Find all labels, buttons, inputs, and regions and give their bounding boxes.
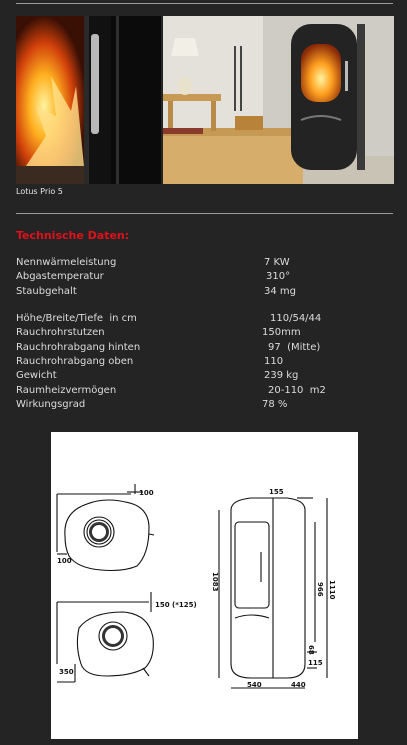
spec-row bbox=[16, 312, 386, 326]
spec-label: Gewicht bbox=[16, 370, 57, 382]
section-divider bbox=[16, 213, 393, 214]
spec-value: 110/54/44 bbox=[270, 313, 322, 324]
dim-68: 68 bbox=[307, 645, 315, 655]
spec-row bbox=[16, 398, 386, 412]
spec-value: 150mm bbox=[262, 327, 301, 339]
dim-350: 350 bbox=[59, 668, 74, 676]
dim-966: 966 bbox=[316, 582, 324, 597]
spec-label: Höhe/Breite/Tiefe in cm bbox=[16, 313, 137, 324]
top-divider bbox=[16, 3, 393, 4]
dim-100-side: 100 bbox=[57, 557, 72, 565]
spec-value: 310° bbox=[266, 271, 291, 283]
spec-label: Rauchrohrabgang hinten bbox=[16, 341, 141, 353]
spec-value: 20-110 m2 bbox=[268, 384, 326, 396]
spec-row bbox=[16, 270, 386, 284]
dim-1083: 1083 bbox=[211, 572, 219, 592]
stove-room-image bbox=[163, 16, 394, 184]
dim-115: 115 bbox=[308, 659, 323, 667]
dim-100-top: 100 bbox=[139, 489, 154, 497]
spec-row bbox=[16, 355, 386, 369]
dim-1110: 1110 bbox=[328, 580, 336, 600]
spec-row bbox=[16, 384, 386, 398]
spec-label: Wirkungsgrad bbox=[16, 398, 86, 410]
spec-label: Staubgehalt bbox=[16, 285, 77, 297]
dim-155: 155 bbox=[269, 488, 284, 496]
spec-label: Nennwärmeleistung bbox=[16, 257, 117, 268]
spec-value: 110 bbox=[264, 355, 284, 367]
dim-150: 150 (*125) bbox=[155, 601, 197, 609]
spec-value: 34 mg bbox=[264, 285, 296, 297]
spec-value: 78 % bbox=[262, 398, 288, 410]
product-caption: Lotus Prio 5 bbox=[16, 187, 63, 196]
spec-value: 239 kg bbox=[264, 370, 299, 382]
spec-label: Raumheizvermögen bbox=[16, 384, 117, 396]
dimension-drawing bbox=[51, 432, 358, 739]
spec-value: 97 (Mitte) bbox=[268, 341, 321, 353]
spec-row bbox=[16, 341, 386, 355]
stove-door-closeup-image bbox=[16, 16, 161, 184]
spec-row bbox=[16, 256, 386, 270]
spec-label: Rauchrohrstutzen bbox=[16, 327, 105, 339]
spec-label: Abgastemperatur bbox=[16, 271, 104, 283]
spec-value: 7 KW bbox=[264, 257, 290, 268]
dim-440: 440 bbox=[291, 681, 306, 689]
section-title: Technische Daten: bbox=[16, 229, 130, 242]
dim-540: 540 bbox=[247, 681, 262, 689]
spec-row bbox=[16, 326, 386, 340]
product-photos bbox=[16, 16, 394, 184]
spec-row bbox=[16, 285, 386, 299]
spec-label: Rauchrohrabgang oben bbox=[16, 355, 134, 367]
spec-row bbox=[16, 369, 386, 383]
